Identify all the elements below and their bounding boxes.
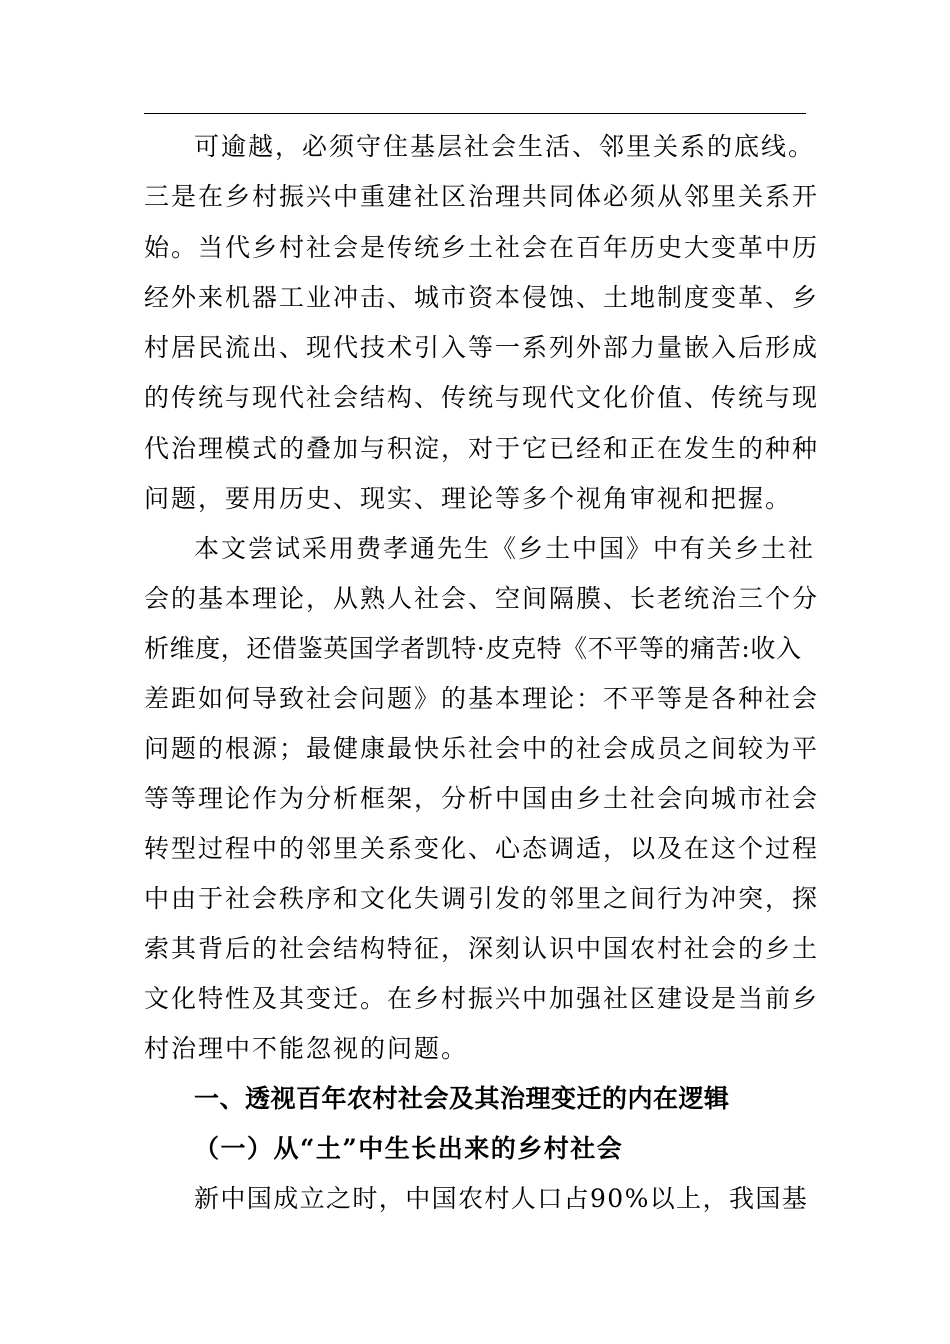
- paragraph-line: 三是在乡村振兴中重建社区治理共同体必须从邻里关系开: [144, 182, 820, 211]
- paragraph-line: 问题，要用历史、现实、理论等多个视角审视和把握。: [144, 484, 793, 513]
- paragraph-line: 村居民流出、现代技术引入等一系列外部力量嵌入后形成: [144, 333, 820, 362]
- paragraph-line: 始。当代乡村社会是传统乡土社会在百年历史大变革中历: [144, 233, 820, 262]
- paragraph-line: 等等理论作为分析框架，分析中国由乡土社会向城市社会: [144, 784, 820, 813]
- paragraph-line: 的传统与现代社会结构、传统与现代文化价值、传统与现: [144, 383, 820, 412]
- header-rule: [144, 113, 806, 114]
- paragraph-line: 经外来机器工业冲击、城市资本侵蚀、土地制度变革、乡: [144, 283, 820, 312]
- paragraph-line: 本文尝试采用费孝通先生《乡土中国》中有关乡土社: [194, 534, 816, 563]
- paragraph-line: 析维度，还借鉴英国学者凯特·皮克特《不平等的痛苦:收入: [144, 634, 802, 663]
- paragraph-line: 代治理模式的叠加与积淀，对于它已经和正在发生的种种: [144, 434, 820, 463]
- paragraph-line: 转型过程中的邻里关系变化、心态调适，以及在这个过程: [144, 834, 820, 863]
- paragraph-line: 问题的根源；最健康最快乐社会中的社会成员之间较为平: [144, 734, 820, 763]
- paragraph-line: 会的基本理论，从熟人社会、空间隔膜、长老统治三个分: [144, 584, 820, 613]
- subsection-heading: （一）从“土”中生长出来的乡村社会: [194, 1134, 624, 1163]
- paragraph-line: 文化特性及其变迁。在乡村振兴中加强社区建设是当前乡: [144, 984, 820, 1013]
- section-heading: 一、透视百年农村社会及其治理变迁的内在逻辑: [194, 1084, 730, 1113]
- paragraph-line: 差距如何导致社会问题》的基本理论：不平等是各种社会: [144, 684, 820, 713]
- paragraph-line: 村治理中不能忽视的问题。: [144, 1034, 469, 1063]
- paragraph-line: 索其背后的社会结构特征，深刻认识中国农村社会的乡土: [144, 934, 820, 963]
- paragraph-line: 可逾越，必须守住基层社会生活、邻里关系的底线。: [194, 132, 816, 161]
- paragraph-line: 新中国成立之时，中国农村人口占90%以上，我国基: [194, 1184, 809, 1213]
- paragraph-line: 中由于社会秩序和文化失调引发的邻里之间行为冲突，探: [144, 884, 820, 913]
